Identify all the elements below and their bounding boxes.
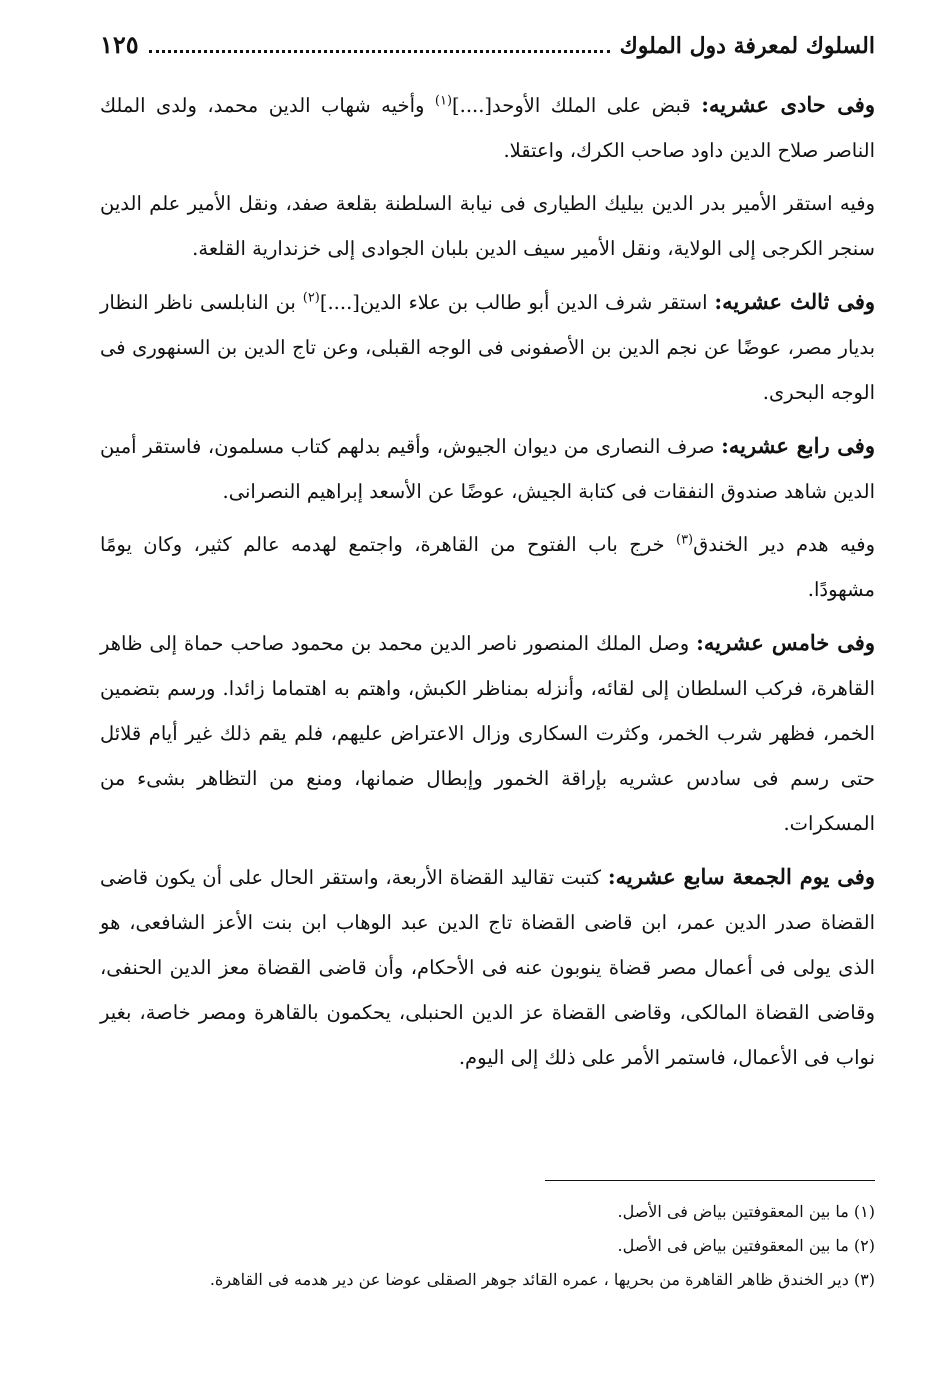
footnote-1: (١) ما بين المعقوفتين بياض فى الأصل.	[617, 1202, 875, 1221]
paragraph-lead: وفى رابع عشريه:	[721, 433, 875, 458]
paragraph-text: صرف النصارى من ديوان الجيوش، وأقيم بدلهم كتاب مسلمون، فاستقر أمين الدين شاهد صندوق النفقات فى كتابة الجيش، عوضًا عن الأسعد إبراهيم النصرانى.	[100, 435, 875, 503]
paragraph-1	[100, 82, 875, 173]
paragraph-text: استقر شرف الدين أبو طالب بن علاء الدين[....]	[319, 291, 715, 314]
paragraph-text: بن النابلسى ناظر النظار بديار مصر، عوضًا عن نجم الدين بن الأصفونى فى الوجه القبلى، وعن تاج الدين بن السنهورى فى الوجه البحرى.	[100, 291, 875, 404]
paragraph-lead: وفى يوم الجمعة سابع عشريه:	[607, 864, 875, 889]
paragraph-text: قبض على الملك الأوحد[....]	[452, 94, 702, 117]
paragraph-text: خرج باب الفتوح من القاهرة، واجتمع لهدمه عالم كثير، وكان يومًا مشهودًا.	[100, 533, 875, 601]
footnote-ref-1: (١)	[434, 93, 453, 109]
paragraph-6	[100, 620, 875, 846]
paragraph-3	[100, 279, 875, 415]
book-title: السلوك لمعرفة دول الملوك	[619, 33, 875, 59]
paragraph-text: كتبت تقاليد القضاة الأربعة، واستقر الحال على أن يكون قاضى القضاة صدر الدين عمر، ابن قاضى القضاة تاج الدين عبد الوهاب ابن بنت الأعز الشافعى، هو الذى يولى فى أعمال مصر قضاة ينوبون عنه فى الأحكام، وأن قاضى القضاة معز الدين الحنفى، وقاضى القضاة المالكى، وقاضى القضاة عز الدين الحنبلى، يحكمون بالقاهرة ومصر خاصة، بغير نواب فى الأعمال، فاستمر الأمر على ذلك إلى اليوم.	[100, 866, 875, 1069]
footnote-2: (٢) ما بين المعقوفتين بياض فى الأصل.	[617, 1236, 875, 1255]
paragraph-text: وأخيه شهاب الدين محمد، ولدى الملك الناصر صلاح الدين داود صاحب الكرك، واعتقلا.	[100, 94, 875, 162]
footnote-divider	[545, 1180, 875, 1181]
paragraph-text: وفيه استقر الأمير بدر الدين بيليك الطيارى فى نيابة السلطنة بقلعة صفد، ونقل الأمير علم الدين سنجر الكرجى إلى الولاية، ونقل الأمير سيف الدين بلبان الجوادى إلى خزندارية القلعة.	[100, 192, 875, 260]
running-header	[100, 30, 875, 82]
footnote-ref-3: (٣)	[675, 532, 694, 548]
paragraph-text: وفيه هدم دير الخندق	[693, 533, 875, 556]
paragraph-5	[100, 522, 875, 612]
footnotes	[100, 1195, 875, 1297]
paragraph-lead: وفى حادى عشريه:	[701, 92, 875, 117]
paragraph-2	[100, 181, 875, 271]
paragraph-4	[100, 423, 875, 514]
book-page	[100, 30, 875, 1289]
page-number: ١٢٥	[100, 30, 139, 59]
paragraph-lead: وفى ثالث عشريه:	[714, 289, 875, 314]
paragraph-lead: وفى خامس عشريه:	[696, 630, 875, 655]
footnote-3: (٣) دير الخندق ظاهر القاهرة من بحريها ، عمره القائد جوهر الصقلى عوضا عن دير هدمه فى القاهرة.	[209, 1270, 875, 1289]
paragraph-7	[100, 854, 875, 1080]
paragraph-text: وصل الملك المنصور ناصر الدين محمد بن محمود صاحب حماة إلى ظاهر القاهرة، فركب السلطان إلى لقائه، وأنزله بمناظر الكبش، واهتم به اهتماما زائدا. ورسم بتضمين الخمر، فظهر شرب الخمر، وكثرت السكارى وزال الاعتراض عليهم، فلم يقم ذلك غير أيام قلائل حتى رسم فى سادس عشريه بإراقة الخمور وإبطال ضمانها، ومنع من التظاهر بشىء من المسكرات.	[100, 632, 875, 835]
dot-leader	[149, 36, 610, 53]
footnote-ref-2: (٢)	[302, 290, 320, 306]
